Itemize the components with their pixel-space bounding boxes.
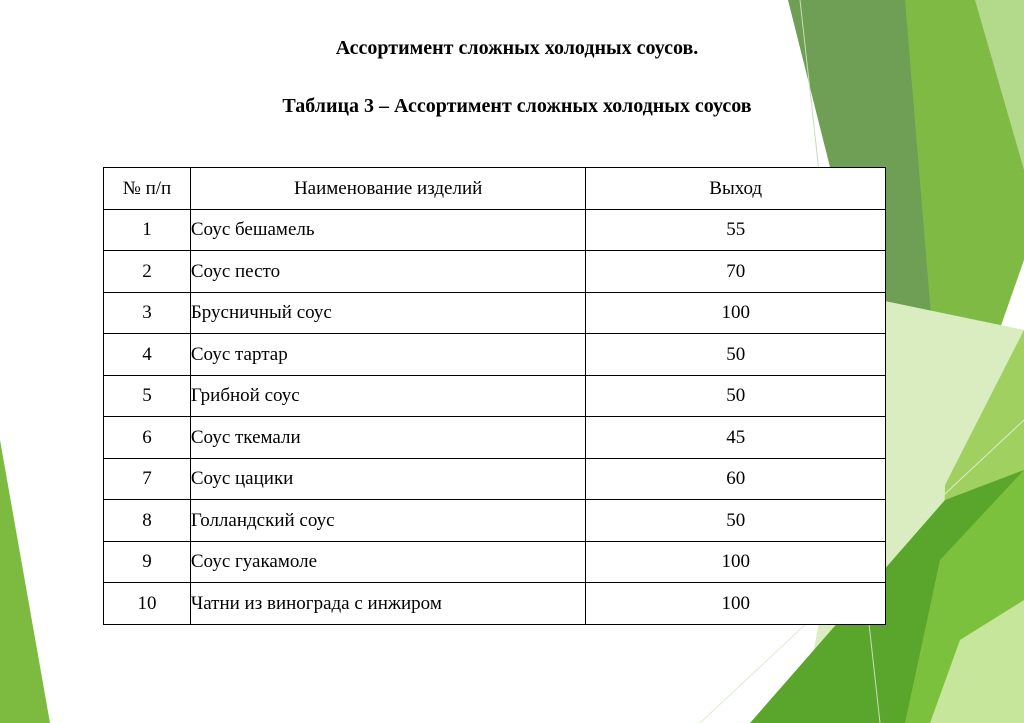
table-row bbox=[104, 417, 886, 459]
row-yield: 70 bbox=[586, 251, 886, 293]
row-name: Соус ткемали bbox=[190, 417, 586, 459]
table-row bbox=[104, 251, 886, 293]
row-name: Грибной соус bbox=[190, 375, 586, 417]
row-name: Брусничный соус bbox=[190, 292, 586, 334]
row-number: 3 bbox=[104, 292, 191, 334]
row-yield: 55 bbox=[586, 209, 886, 251]
row-yield: 50 bbox=[586, 334, 886, 376]
header-number: № п/п bbox=[104, 168, 191, 210]
row-number: 10 bbox=[104, 583, 191, 625]
table-row bbox=[104, 541, 886, 583]
table-row bbox=[104, 292, 886, 334]
row-number: 6 bbox=[104, 417, 191, 459]
row-name: Соус песто bbox=[190, 251, 586, 293]
row-yield: 50 bbox=[586, 500, 886, 542]
table-row bbox=[104, 583, 886, 625]
green-facet-left bbox=[0, 440, 50, 723]
row-yield: 45 bbox=[586, 417, 886, 459]
row-number: 2 bbox=[104, 251, 191, 293]
row-number: 5 bbox=[104, 375, 191, 417]
sauce-assortment-table bbox=[103, 167, 886, 625]
row-name: Соус тартар bbox=[190, 334, 586, 376]
row-name: Соус бешамель bbox=[190, 209, 586, 251]
row-yield: 60 bbox=[586, 458, 886, 500]
row-name: Соус цацики bbox=[190, 458, 586, 500]
row-number: 1 bbox=[104, 209, 191, 251]
row-yield: 50 bbox=[586, 375, 886, 417]
row-yield: 100 bbox=[586, 583, 886, 625]
page-title: Ассортимент сложных холодных соусов. bbox=[335, 37, 699, 59]
row-name: Соус гуакамоле bbox=[190, 541, 586, 583]
row-number: 9 bbox=[104, 541, 191, 583]
row-number: 7 bbox=[104, 458, 191, 500]
table-row bbox=[104, 375, 886, 417]
table-row bbox=[104, 209, 886, 251]
table-row bbox=[104, 334, 886, 376]
row-number: 4 bbox=[104, 334, 191, 376]
header-name: Наименование изделий bbox=[190, 168, 586, 210]
header-yield: Выход bbox=[586, 168, 886, 210]
row-yield: 100 bbox=[586, 541, 886, 583]
table-row bbox=[104, 458, 886, 500]
row-name: Голландский соус bbox=[190, 500, 586, 542]
table-header-row bbox=[104, 168, 886, 210]
table-caption: Таблица 3 – Ассортимент сложных холодных соусов bbox=[282, 95, 752, 117]
row-yield: 100 bbox=[586, 292, 886, 334]
row-name: Чатни из винограда с инжиром bbox=[190, 583, 586, 625]
row-number: 8 bbox=[104, 500, 191, 542]
table-row bbox=[104, 500, 886, 542]
